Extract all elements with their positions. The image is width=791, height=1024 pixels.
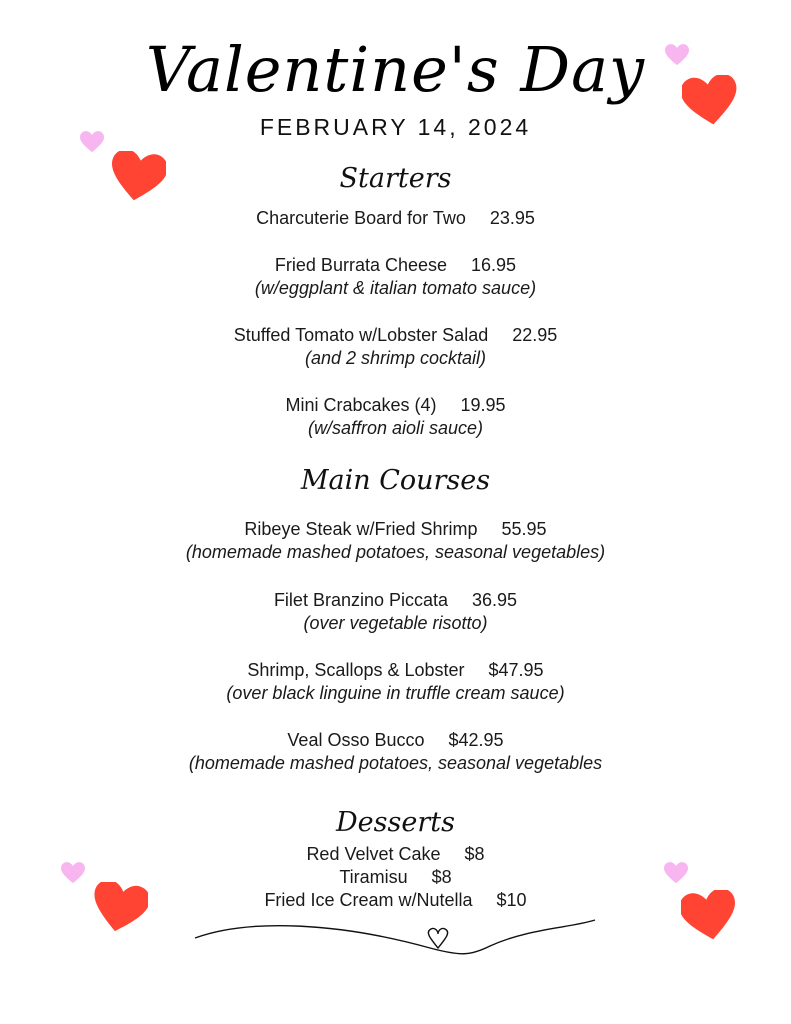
- starter-item-2: [0, 253, 791, 299]
- heart-icon: [682, 75, 738, 127]
- item-price: 36.95: [472, 590, 518, 610]
- item-price: 16.95: [471, 255, 517, 275]
- item-name: Charcuterie Board for Two: [256, 208, 466, 228]
- main-item-4: [0, 728, 791, 774]
- item-name: Red Velvet Cake: [306, 844, 441, 864]
- starters-heading: Starters: [339, 163, 452, 194]
- main-item-2: [0, 588, 791, 634]
- item-name: Filet Branzino Piccata: [273, 590, 449, 610]
- item-name: Ribeye Steak w/Fried Shrimp: [244, 519, 478, 539]
- heart-icon: [110, 151, 166, 203]
- item-price: 55.95: [501, 519, 547, 539]
- item-note: (over vegetable risotto): [303, 613, 488, 633]
- item-note: (homemade mashed potatoes, seasonal vegetables: [188, 753, 603, 773]
- heart-icon: [92, 882, 148, 934]
- item-name: Mini Crabcakes (4): [285, 395, 437, 415]
- item-note: (and 2 shrimp cocktail): [304, 348, 487, 368]
- item-price: $8: [464, 844, 485, 864]
- item-price: 23.95: [489, 208, 535, 228]
- main-item-3: [0, 658, 791, 704]
- item-name: Shrimp, Scallops & Lobster: [247, 660, 465, 680]
- heart-icon: [681, 890, 737, 942]
- page-title: Valentine's Day: [145, 33, 646, 106]
- heart-icon: [61, 862, 85, 884]
- heart-icon: [664, 862, 688, 884]
- item-price: $47.95: [488, 660, 544, 680]
- item-price: 22.95: [512, 325, 558, 345]
- item-name: Fried Ice Cream w/Nutella: [264, 890, 473, 910]
- item-name: Veal Osso Bucco: [287, 730, 425, 750]
- item-price: $8: [431, 867, 452, 887]
- item-name: Fried Burrata Cheese: [274, 255, 448, 275]
- item-name: Stuffed Tomato w/Lobster Salad: [233, 325, 489, 345]
- mains-heading: Main Courses: [300, 465, 491, 496]
- item-note: (w/eggplant & italian tomato sauce): [254, 278, 537, 298]
- item-price: $10: [496, 890, 527, 910]
- starter-item-4: [0, 393, 791, 439]
- item-price: 19.95: [460, 395, 506, 415]
- starter-item-3: [0, 323, 791, 369]
- item-note: (over black linguine in truffle cream sauce): [226, 683, 565, 703]
- desserts-heading: Desserts: [336, 807, 455, 838]
- heart-icon: [665, 44, 689, 66]
- item-price: $42.95: [448, 730, 504, 750]
- event-date: FEBRUARY 14, 2024: [259, 114, 532, 140]
- heart-icon: [80, 131, 104, 153]
- item-note: (homemade mashed potatoes, seasonal vegetables): [185, 542, 606, 562]
- item-note: (w/saffron aioli sauce): [307, 418, 484, 438]
- item-name: Tiramisu: [339, 867, 408, 887]
- heart-divider-icon: [190, 918, 600, 968]
- main-item-1: [0, 517, 791, 563]
- starter-item-1: [0, 206, 791, 230]
